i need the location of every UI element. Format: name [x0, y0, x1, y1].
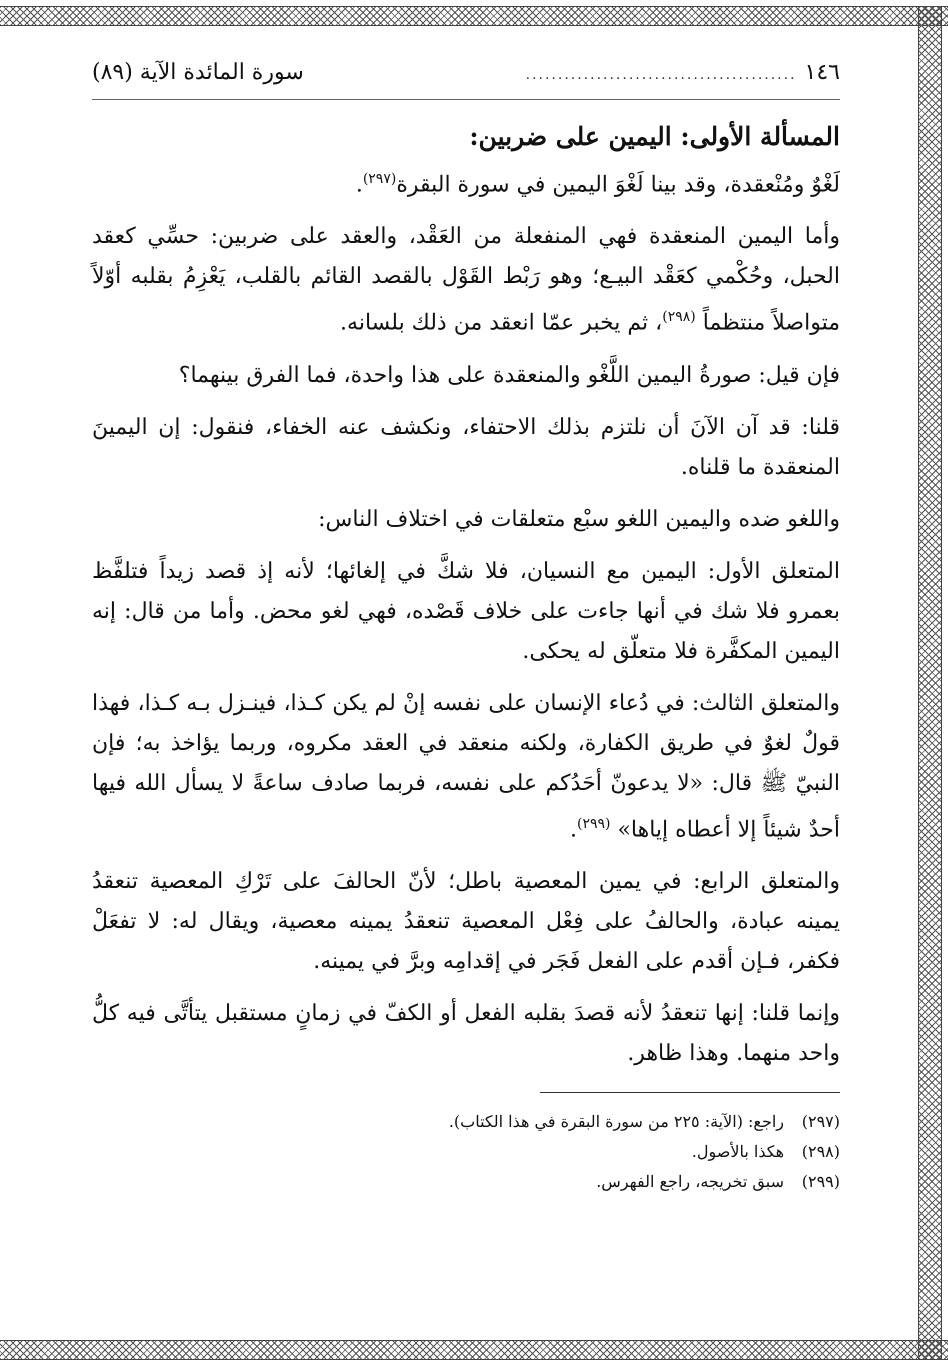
ornamental-border-right: [918, 6, 942, 1360]
header-leader-dots: ..........................................: [525, 67, 797, 83]
paragraph: قلنا: قد آن الآنَ أن نلتزم بذلك الاحتفاء، ونكشف عنه الخفاء، فنقول: إن اليمينَ المنعقدة ما قلناه.: [92, 414, 840, 480]
footnote-ref: (٢٩٧): [362, 171, 397, 187]
footnote: (٢٩٧)راجع: (الآية: ٢٢٥ من سورة البقرة في هذا الكتاب).: [92, 1107, 840, 1137]
footnote-ref: (٢٩٨): [662, 309, 696, 326]
footnote-divider: [540, 1092, 840, 1093]
paragraph: المتعلق الأول: اليمين مع النسيان، فلا شكَّ في إلغائها؛ لأنه إذ قصد زيداً فتلفَّظ بعمرو فلا شك في أنها جاءت على خلاف قَصْده، فهي لغو محض. وأما من قال: إنه اليمين المكفَّرة فلا متعلّق له يحكى.: [92, 558, 840, 664]
footnote: (٢٩٩)سبق تخريجه، راجع الفهرس.: [92, 1167, 840, 1197]
paragraph: والمتعلق الرابع: في يمين المعصية باطل؛ لأنّ الحالفَ على تَرْكِ المعصية تنعقدُ يمينه عبادة، والحالفُ على فِعْل المعصية تنعقدُ يمينه معصية، ويقال له: لا تفعَلْ فكفر، فـإن أقدم على الفعل فَجَر في إقدامِه وبرَّ في يمينه.: [92, 868, 840, 974]
paragraph: وإنما قلنا: إنها تنعقدُ لأنه قصدَ بقلبه الفعل أو الكفّ في زمانٍ مستقبل يتأتَّى فيه كلُّ واحد منهما. وهذا ظاهر.: [92, 1000, 840, 1066]
paragraph: لَغْوٌ ومُنْعقدة، وقد بينا لَغْوَ اليمين في سورة البقرة$^{(٢٩٧)}$.: [355, 171, 840, 198]
footnote: (٢٩٨)هكذا بالأصول.: [92, 1137, 840, 1167]
running-title: سورة المائدة الآية (٨٩): [92, 60, 304, 85]
paragraph: والمتعلق الثالث: في دُعاء الإنسان على نفسه إنْ لم يكن كـذا، فينـزل بـه كـذا، فهذا قولٌ لغوٌ في طريق الكفارة، ولكنه منعقد في العقد مكروه، وربما يؤاخذ به؛ فإن النبيّ ﷺ قال: «لا يدعونّ أحَدُكم على نفسه، فربما صادف ساعةً لا يسأل الله فيها أحدٌ شيئاً إلا أعطاه إياها» $^{(٢٩٩)}$.: [92, 690, 840, 842]
page-number: ١٤٦: [804, 60, 840, 85]
paragraph: وأما اليمين المنعقدة فهي المنفعلة من العَقْد، والعقد على ضربين: حسِّي كعقد الحبل، وحُكْمي كعَقْد البيـع؛ وهو رَبْط القَوْل بالقصد القائم بالقلب، يَعْزِمُ بقلبه أوّلاً متواصلاً منتظماً $^{(٢٩٨)}$، ثم يخبر عمّا انعقد من ذلك بلسانه.: [92, 224, 840, 336]
footnote-number: (٢٩٨): [801, 1141, 840, 1161]
footnote-number: (٢٩٧): [801, 1111, 840, 1131]
paragraph: واللغو ضده واليمين اللغو سبْع متعلقات في اختلاف الناس:: [318, 506, 840, 532]
section-heading: المسألة الأولى: اليمين على ضربين:: [469, 122, 840, 151]
book-page: [92, 60, 840, 1197]
footnote-number: (٢٩٩): [801, 1171, 840, 1191]
running-header: [92, 60, 840, 100]
ornamental-border-bottom: [0, 1340, 948, 1360]
ornamental-border-top: [0, 6, 948, 26]
paragraph: فإن قيل: صورةُ اليمين اللَّغْو والمنعقدة على هذا واحدة، فما الفرق بينهما؟: [178, 362, 840, 388]
footnote-ref: (٢٩٩): [576, 815, 611, 832]
